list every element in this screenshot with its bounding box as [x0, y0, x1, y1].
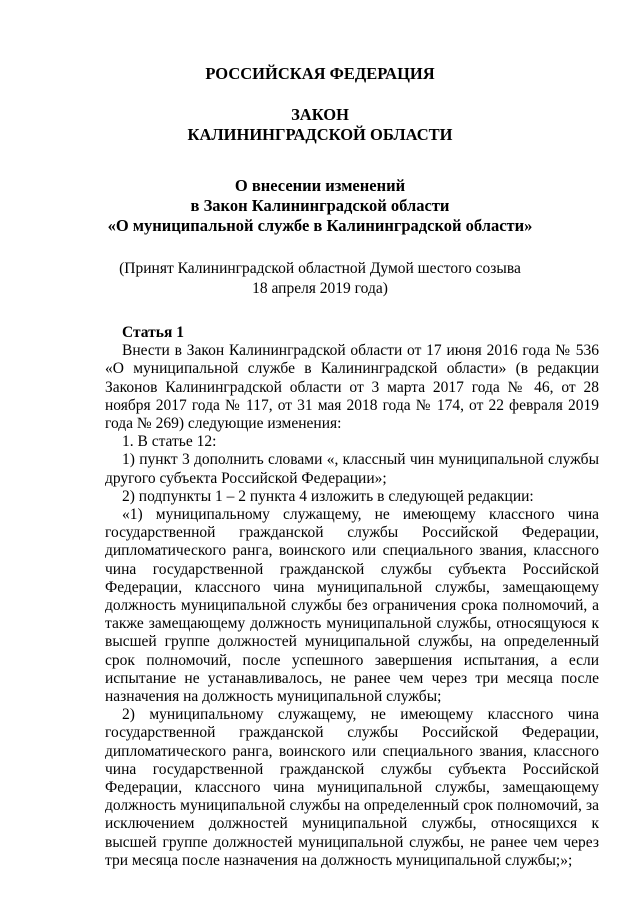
adoption-line: 18 апреля 2019 года): [252, 280, 388, 297]
paragraph: 2) муниципальному служащему, не имеющему классного чина государственной гражданской службы Российской Федерации, дипломатического ранга, воинского или специального звания, классного чина государственной гражданской службы субъекта Российской Федерации, классного чина муниципальной службы, замещающему должность муниципальной службы на определенный срок полномочий, за исключением должностей муниципальной службы, относящихся к высшей группе должностей муниципальной службы, не ранее чем через три месяца после назначения на должность муниципальной службы;»;: [105, 706, 599, 869]
law-heading: [0, 105, 640, 145]
law-title: [0, 176, 640, 236]
title-line: в Закон Калининградской области: [190, 196, 450, 215]
doc-type: ЗАКОН: [291, 105, 349, 124]
adoption-note: [0, 259, 640, 299]
paragraph: 1. В статье 12:: [122, 433, 217, 451]
paragraph: 2) подпункты 1 – 2 пункта 4 изложить в следующей редакции:: [122, 487, 534, 505]
law-body: [105, 324, 599, 870]
article-heading: Статья 1: [122, 324, 184, 341]
paragraph: «1) муниципальному служащему, не имеющему классного чина государственной гражданской службы Российской Федерации, дипломатического ранга, воинского или специального звания, классного чина государственной гражданской службы субъекта Российской Федерации, классного чина муниципальной службы, замещающему должность муниципальной службы без ограничения срока полномочий, а также замещающему должность муниципальной службы, относящуюся к высшей группе должностей муниципальной службы, на определенный срок полномочий, после успешного завершения испытания, а если испытание не устанавливалось, не ранее чем через три месяца после назначения на должность муниципальной службы;: [105, 506, 599, 706]
region-name: КАЛИНИНГРАДСКОЙ ОБЛАСТИ: [187, 125, 453, 144]
paragraph: 1) пункт 3 дополнить словами «, классный чин муниципальной службы другого субъекта Российской Федерации»;: [105, 451, 599, 487]
adoption-line: (Принят Калининградской областной Думой шестого созыва: [119, 260, 521, 277]
title-line: О внесении изменений: [234, 176, 406, 195]
title-line: «О муниципальной службе в Калининградской области»: [107, 216, 533, 235]
country-heading: РОССИЙСКАЯ ФЕДЕРАЦИЯ: [205, 64, 435, 83]
paragraph: Внести в Закон Калининградской области от 17 июня 2016 года № 536 «О муниципальной службе в Калининградской области» (в редакции Законов Калининградской области от 3 марта 2017 года № 46, от 28 ноября 2017 года № 117, от 31 мая 2018 года № 174, от 22 февраля 2019 года № 269) следующие изменения:: [105, 342, 599, 433]
